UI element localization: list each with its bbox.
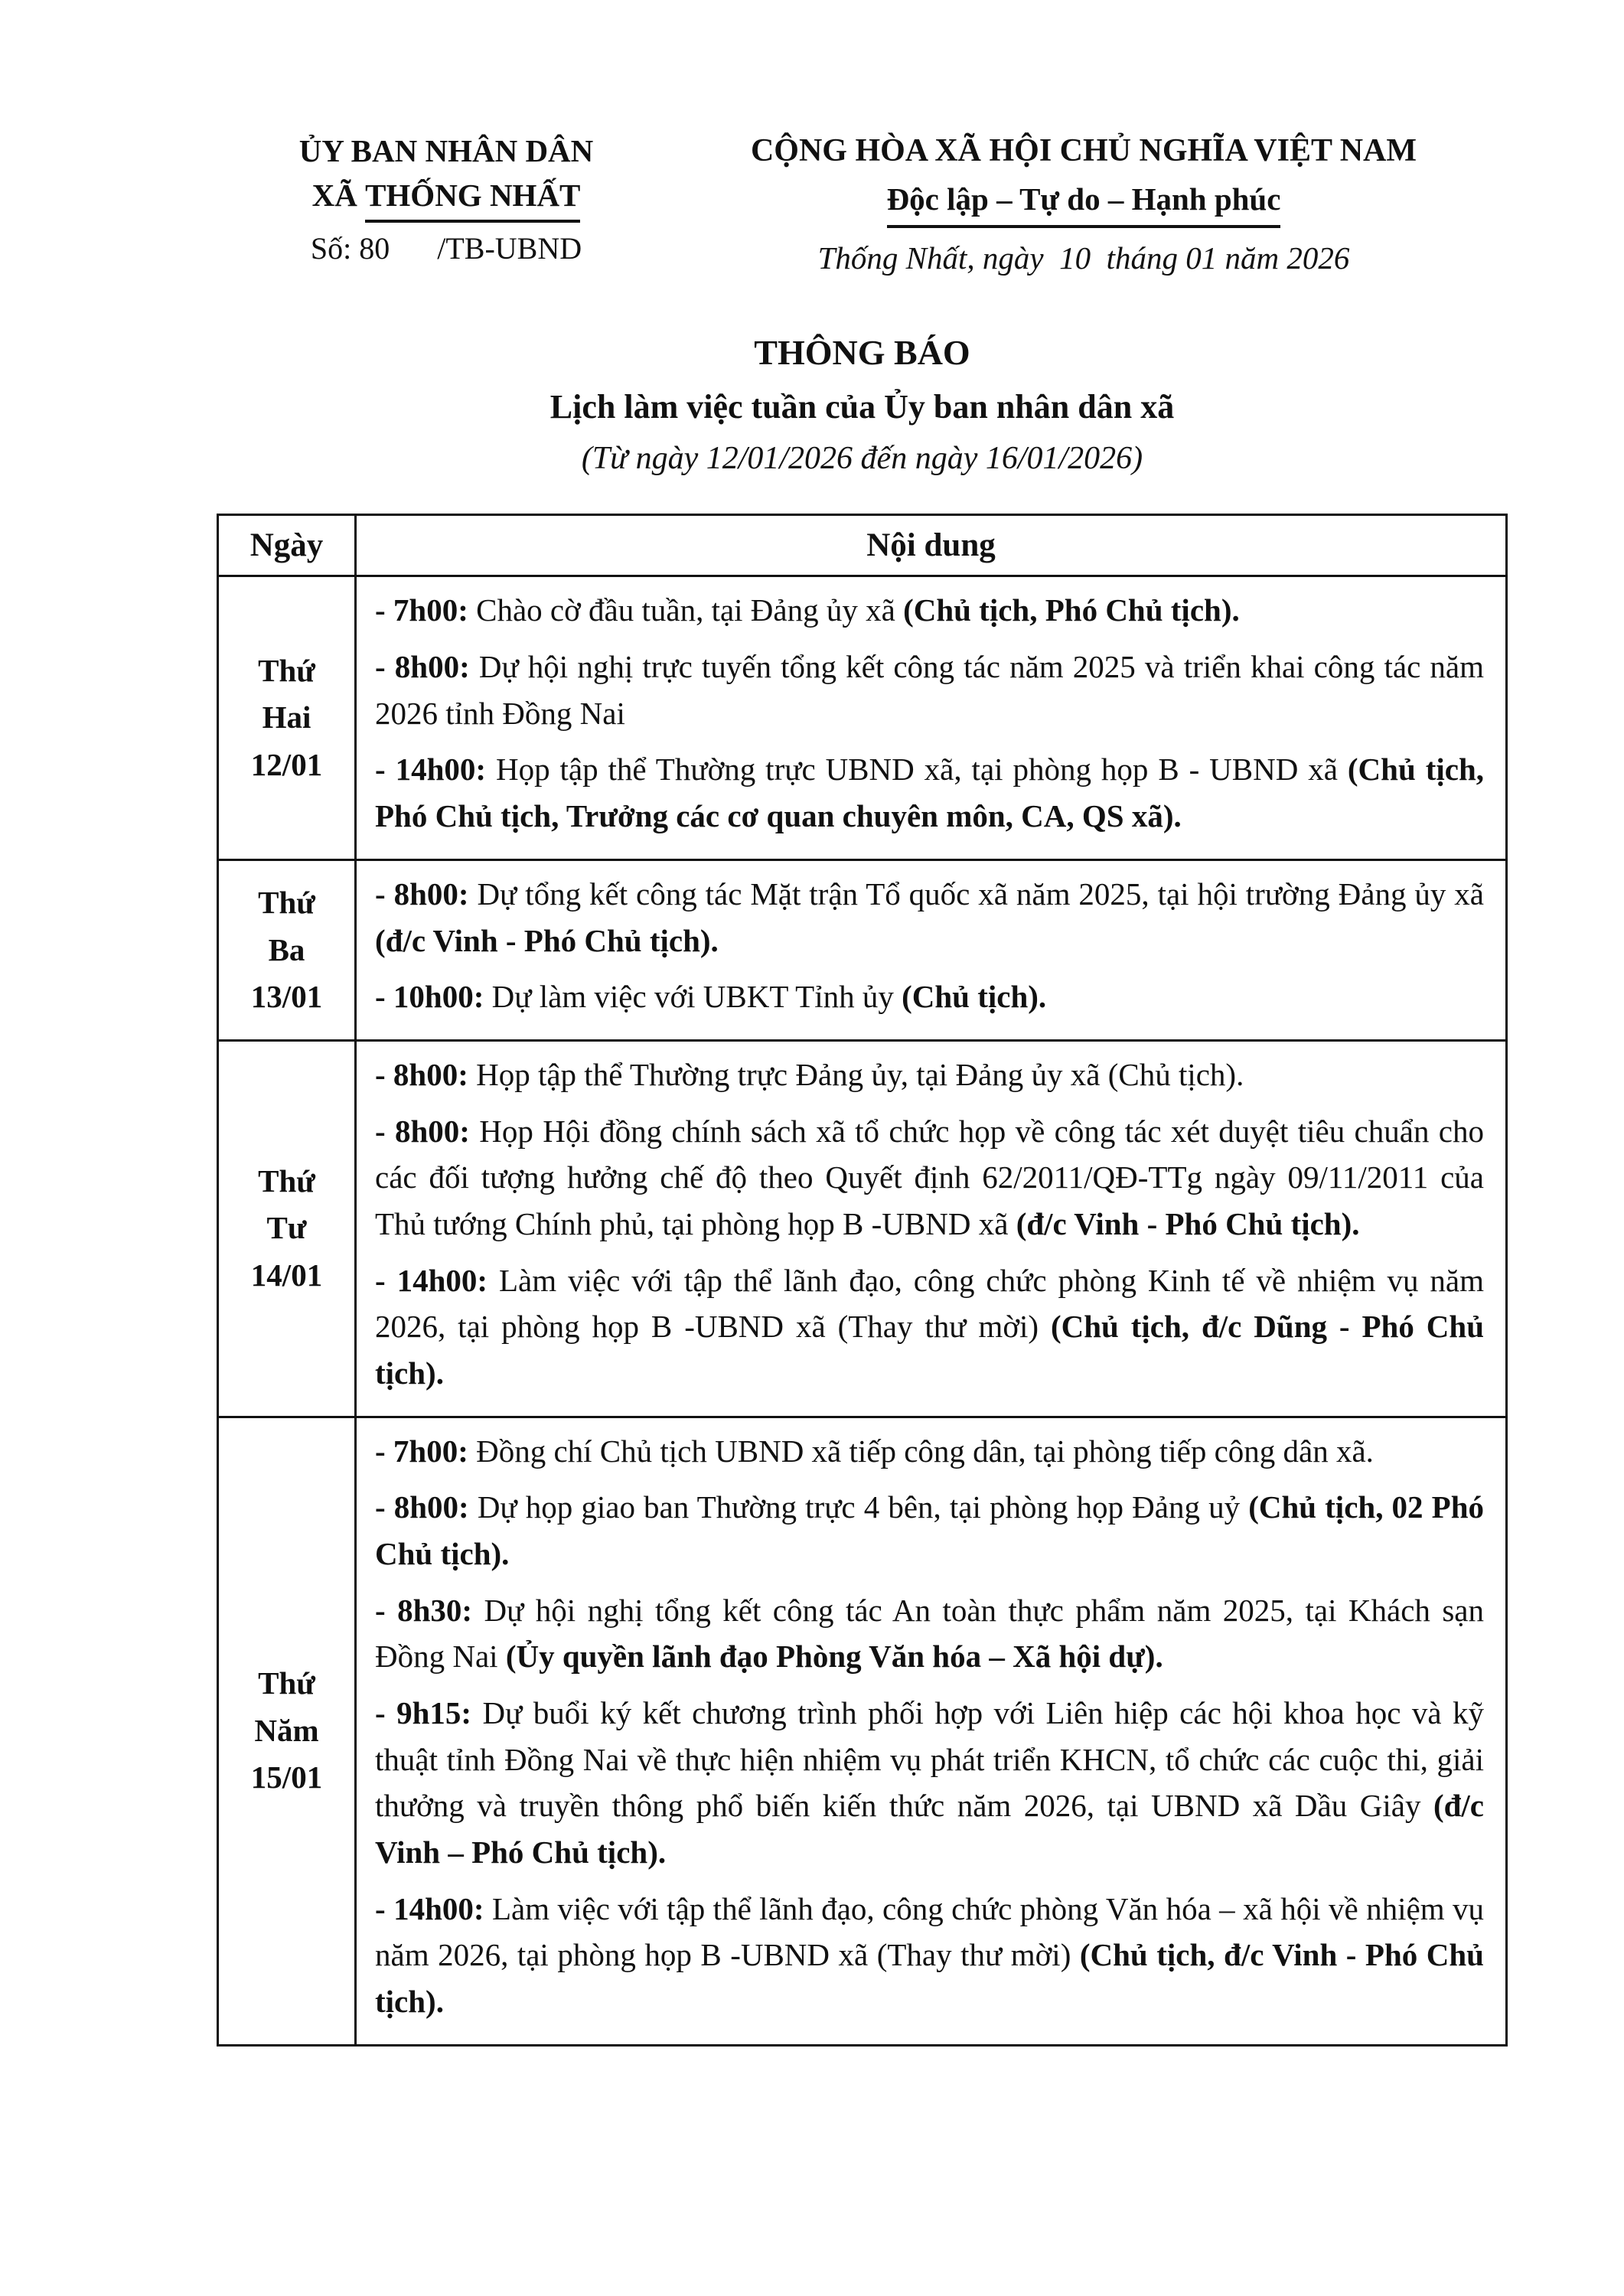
org-name-underlined: THỐNG NHẤT: [365, 173, 580, 223]
document-title: THÔNG BÁO: [754, 333, 970, 373]
schedule-entry: [375, 1587, 1484, 1680]
day-line: 14/01: [250, 1257, 323, 1293]
document-number: [217, 227, 676, 271]
document-subtitle: Lịch làm việc tuần của Ủy ban nhân dân xã: [549, 388, 1175, 426]
entry-text: Dự tổng kết công tác Mặt trận Tổ quốc xã năm 2025, tại hội trường Đảng ủy xã: [468, 876, 1484, 912]
column-header-content: Nội dung: [356, 515, 1507, 576]
entry-text: (Chủ tịch, đ/c Vinh - Phó Chủ tịch).: [375, 1937, 1484, 2019]
schedule-entry: [375, 1886, 1484, 2025]
column-header-day: Ngày: [218, 515, 356, 576]
entry-text: Làm việc với tập thể lãnh đạo, công chức phòng Kinh tế về nhiệm vụ năm 2026, tại phòng họp B -UBND xã (Thay thư mời): [375, 1262, 1484, 1345]
day-line: Hai: [262, 700, 311, 735]
entry-text: (Chủ tịch, Phó Chủ tịch).: [903, 592, 1240, 628]
schedule-entry: [375, 1690, 1484, 1876]
document-number-symbol: /TB-UBND: [437, 231, 582, 266]
content-cell: [356, 859, 1507, 1040]
schedule-entry: [375, 871, 1484, 964]
schedule-table-body: [218, 576, 1507, 2045]
org-name-prefix: XÃ: [311, 178, 357, 214]
entry-text: (Ủy quyền lãnh đạo Phòng Văn hóa – Xã hội dự).: [505, 1639, 1163, 1675]
entry-text: - 8h00:: [375, 1113, 470, 1149]
document-date-range: (Từ ngày 12/01/2026 đến ngày 16/01/2026): [581, 440, 1143, 476]
content-cell: [356, 1417, 1507, 2045]
schedule-table: [217, 514, 1508, 2046]
schedule-entry: [375, 1257, 1484, 1397]
day-cell: [218, 859, 356, 1040]
day-cell: [218, 576, 356, 859]
entry-text: (đ/c Vinh - Phó Chủ tịch).: [375, 922, 719, 958]
national-header-block: [705, 129, 1463, 280]
day-line: 15/01: [250, 1760, 323, 1795]
day-line: Thứ: [258, 1163, 315, 1199]
document-header: [217, 129, 1508, 280]
org-name-line1: ỦY BAN NHÂN DÂN: [298, 133, 594, 168]
entry-text: - 8h00:: [375, 876, 469, 912]
national-motto: [705, 177, 1463, 228]
table-row: [218, 1040, 1507, 1417]
entry-text: Dự buổi ký kết chương trình phối hợp với Liên hiệp các hội khoa học và kỹ thuật tỉnh Đồng Nai về thực hiện nhiệm vụ phát triển KHCN, tổ chức các cuộc thi, giải thưởng và truyền thông phổ biến kiến thức năm 2026, tại UBND xã Dầu Giây: [375, 1694, 1484, 1824]
content-cell: [356, 1040, 1507, 1417]
entry-text: (đ/c Vinh - Phó Chủ tịch).: [1016, 1205, 1360, 1241]
table-row: [218, 576, 1507, 859]
table-row: [218, 859, 1507, 1040]
entry-text: Dự làm việc với UBKT Tỉnh ủy: [484, 979, 902, 1015]
entry-text: - 7h00:: [375, 592, 468, 628]
entry-text: - 8h30:: [375, 1592, 473, 1628]
day-cell: [218, 1417, 356, 2045]
day-cell: [218, 1040, 356, 1417]
schedule-entry: [375, 644, 1484, 736]
content-cell: [356, 576, 1507, 859]
day-line: Thứ: [258, 652, 315, 688]
schedule-entry: [375, 974, 1484, 1020]
entry-text: Đồng chí Chủ tịch UBND xã tiếp công dân, tại phòng tiếp công dân xã.: [468, 1433, 1374, 1469]
entry-text: Chào cờ đầu tuần, tại Đảng ủy xã: [468, 592, 904, 628]
day-line: Thứ: [258, 1665, 315, 1701]
entry-text: Dự họp giao ban Thường trực 4 bên, tại phòng họp Đảng uỷ: [468, 1489, 1249, 1525]
national-motto-underlined: Độc lập – Tự do – Hạnh phúc: [887, 177, 1281, 228]
schedule-entry: [375, 1428, 1484, 1475]
schedule-entry: [375, 1108, 1484, 1247]
entry-text: Họp tập thể Thường trực Đảng ủy, tại Đảng ủy xã (Chủ tịch).: [468, 1056, 1244, 1092]
entry-text: (đ/c Vinh – Phó Chủ tịch).: [375, 1788, 1484, 1870]
schedule-entry: [375, 746, 1484, 839]
schedule-entry: [375, 1052, 1484, 1098]
day-line: Tư: [266, 1210, 307, 1246]
entry-text: Họp Hội đồng chính sách xã tổ chức họp về công tác xét duyệt tiêu chuẩn cho các đối tượng hưởng chế độ theo Quyết định 62/2011/QĐ-TTg ngày 09/11/2011 của Thủ tướng Chính phủ, tại phòng họp B -UBND xã: [375, 1113, 1484, 1241]
header-row: [218, 515, 1507, 576]
entry-text: Dự hội nghị tổng kết công tác An toàn thực phẩm năm 2025, tại Khách sạn Đồng Nai: [375, 1592, 1485, 1675]
entry-text: - 14h00:: [375, 752, 487, 788]
national-name: CỘNG HÒA XÃ HỘI CHỦ NGHĨA VIỆT NAM: [750, 133, 1417, 168]
entry-text: (Chủ tịch, đ/c Dũng - Phó Chủ tịch).: [375, 1309, 1484, 1391]
entry-text: - 14h00:: [375, 1262, 488, 1298]
entry-text: - 9h15:: [375, 1694, 472, 1730]
entry-text: - 8h00:: [375, 1489, 469, 1525]
entry-text: - 8h00:: [375, 1056, 468, 1092]
day-line: 13/01: [250, 979, 323, 1015]
org-name-line2: [217, 173, 676, 223]
day-line: Thứ: [258, 885, 315, 921]
entry-text: Dự hội nghị trực tuyến tổng kết công tác năm 2025 và triển khai công tác năm 2026 tỉnh Đồng Nai: [375, 649, 1484, 731]
entry-text: Họp tập thể Thường trực UBND xã, tại phòng họp B - UBND xã: [486, 752, 1348, 788]
issuing-org-block: [217, 129, 676, 271]
entry-text: (Chủ tịch, 02 Phó Chủ tịch).: [375, 1489, 1485, 1571]
day-line: 12/01: [250, 746, 323, 782]
document-number-label: Số: 80: [310, 231, 390, 266]
place-date-line: Thống Nhất, ngày 10 tháng 01 năm 2026: [817, 240, 1350, 276]
entry-text: (Chủ tịch).: [902, 979, 1047, 1015]
entry-text: - 8h00:: [375, 649, 470, 685]
entry-text: - 7h00:: [375, 1433, 468, 1469]
title-block: [217, 328, 1508, 481]
schedule-entry: [375, 1484, 1484, 1577]
schedule-entry: [375, 587, 1484, 634]
entry-text: - 10h00:: [375, 979, 484, 1015]
entry-text: (Chủ tịch, Phó Chủ tịch, Trưởng các cơ quan chuyên môn, CA, QS xã).: [375, 752, 1484, 834]
day-line: Năm: [254, 1712, 319, 1748]
entry-text: - 14h00:: [375, 1890, 484, 1926]
day-line: Ba: [268, 931, 305, 967]
entry-text: Làm việc với tập thể lãnh đạo, công chức phòng Văn hóa – xã hội về nhiệm vụ năm 2026, tại phòng họp B -UBND xã (Thay thư mời): [375, 1890, 1484, 1973]
schedule-table-head: [218, 515, 1507, 576]
table-row: [218, 1417, 1507, 2045]
